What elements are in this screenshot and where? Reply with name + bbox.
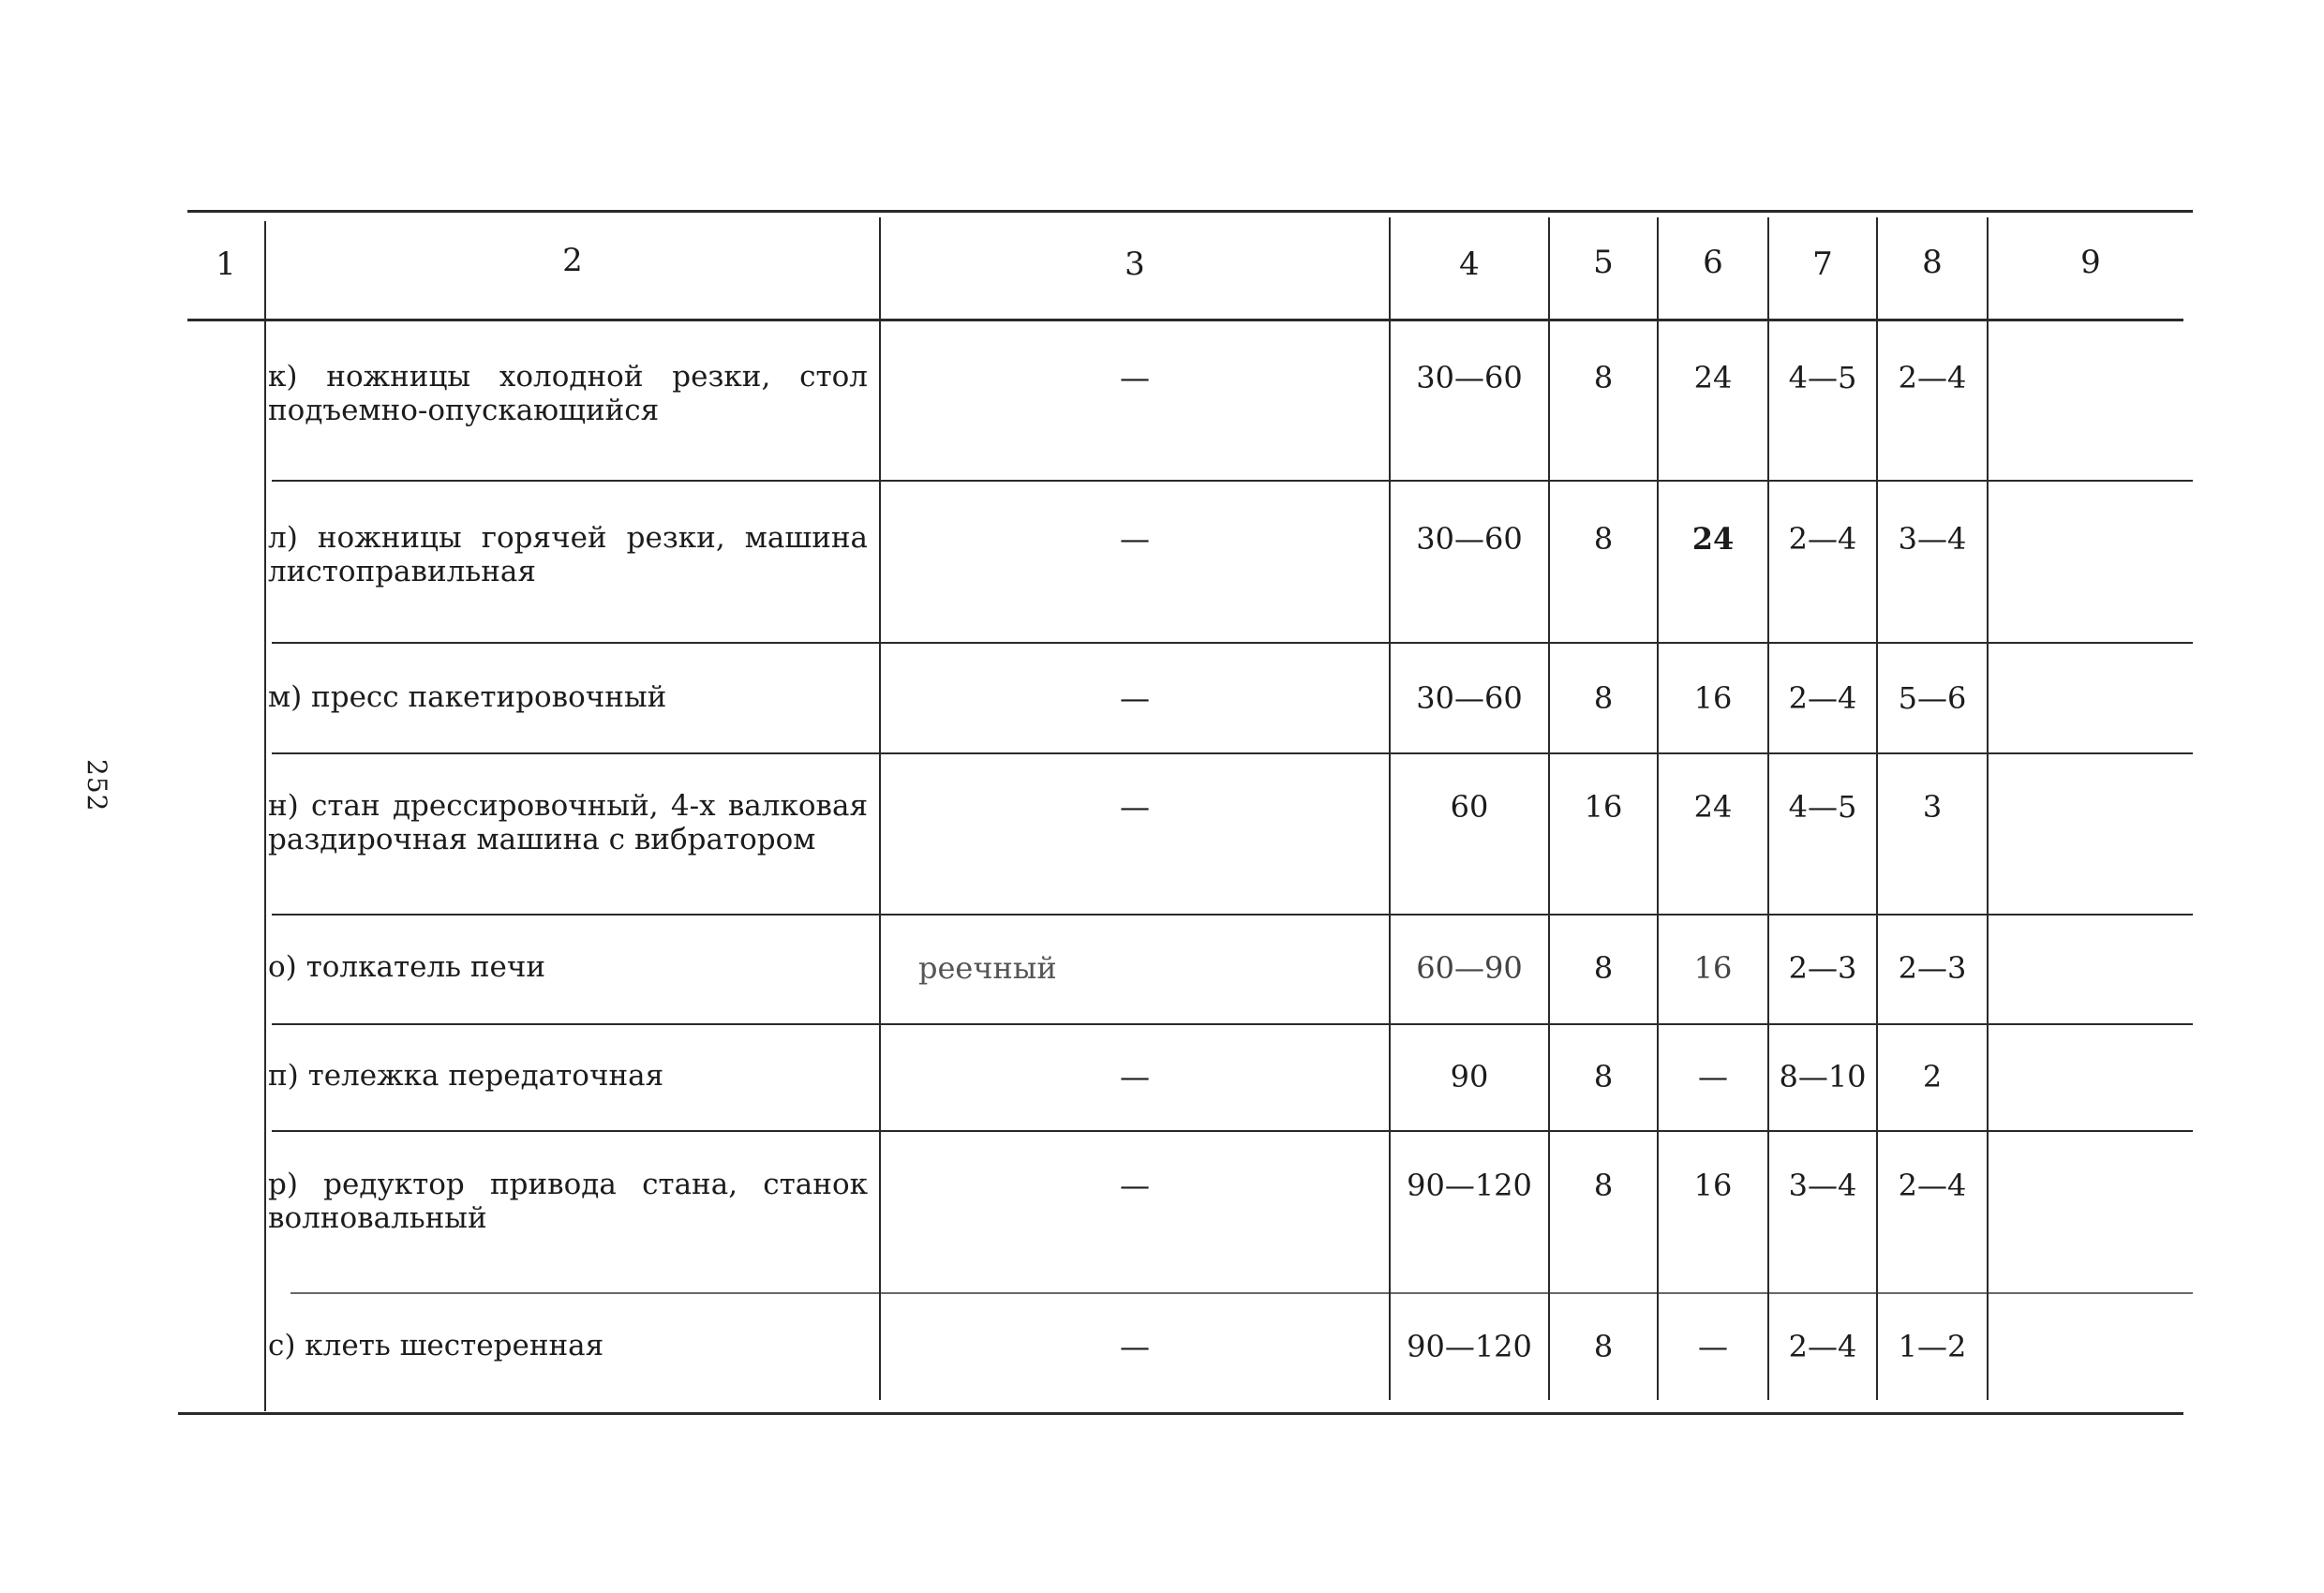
cell-col5: 8 (1593, 521, 1614, 557)
cell-col8: 2—3 (1898, 950, 1967, 986)
cell-col5: 8 (1593, 680, 1614, 716)
cell-col3: — (1120, 1329, 1150, 1364)
row-rule (272, 752, 2193, 754)
cell-col7: 2—4 (1788, 680, 1857, 716)
cell-col3: — (1120, 789, 1150, 825)
header-cell: 6 (1703, 244, 1723, 281)
cell-col6: — (1698, 1329, 1728, 1364)
cell-col8: 3—4 (1898, 521, 1967, 557)
cell-col5: 8 (1593, 1168, 1614, 1203)
header-cell: 2 (562, 242, 583, 279)
row-name: о) толкатель печи (268, 950, 546, 984)
cell-col7: 2—4 (1788, 521, 1857, 557)
cell-col7: 4—5 (1788, 789, 1857, 825)
header-cell: 9 (2080, 244, 2101, 281)
cell-col4: 90—120 (1407, 1168, 1532, 1203)
header-cell: 8 (1922, 244, 1943, 281)
cell-col3: — (1120, 680, 1150, 716)
cell-col4: 60—90 (1416, 950, 1523, 986)
header-cell: 7 (1812, 246, 1833, 283)
row-name: к) ножницы холодной резки, стол подъемно-опускающийся (268, 360, 868, 427)
row-rule (272, 642, 2193, 644)
cell-col7: 3—4 (1788, 1168, 1857, 1203)
cell-col8: 5—6 (1898, 680, 1967, 716)
cell-col5: 8 (1593, 950, 1614, 986)
cell-col3: — (1120, 360, 1150, 395)
cell-col4: 90—120 (1407, 1329, 1532, 1364)
row-rule (272, 480, 2193, 482)
cell-col7: 8—10 (1779, 1059, 1867, 1094)
cell-col4: 30—60 (1416, 680, 1523, 716)
cell-col6: — (1698, 1059, 1728, 1094)
cell-col6: 16 (1693, 1168, 1733, 1203)
cell-col3: реечный (918, 950, 1057, 986)
header-cell: 3 (1125, 246, 1145, 283)
header-cell: 1 (216, 246, 236, 283)
cell-col7: 2—4 (1788, 1329, 1857, 1364)
cell-col4: 90 (1450, 1059, 1489, 1094)
cell-col5: 16 (1584, 789, 1623, 825)
row-rule (272, 1130, 2193, 1132)
cell-col4: 60 (1450, 789, 1489, 825)
col-rule (1987, 217, 1989, 1400)
header-cell: 5 (1593, 244, 1614, 281)
cell-col5: 8 (1593, 1329, 1614, 1364)
cell-col8: 1—2 (1898, 1329, 1967, 1364)
col-rule (264, 221, 266, 1411)
cell-col8: 2—4 (1898, 360, 1967, 395)
cell-col7: 4—5 (1788, 360, 1857, 395)
cell-col3: — (1120, 521, 1150, 557)
cell-col6: 24 (1693, 360, 1733, 395)
row-rule (272, 914, 2193, 916)
row-name: л) ножницы горячей резки, машина листоправильная (268, 521, 868, 588)
row-name: н) стан дрессировочный, 4-х валковая раздирочная машина с вибратором (268, 789, 868, 856)
cell-col8: 3 (1922, 789, 1943, 825)
cell-col7: 2—3 (1788, 950, 1857, 986)
header-cell: 4 (1459, 246, 1480, 283)
row-rule (272, 1023, 2193, 1025)
cell-col6: 24 (1691, 521, 1735, 557)
cell-col4: 30—60 (1416, 521, 1523, 557)
cell-col6: 16 (1693, 950, 1733, 986)
row-rule (290, 1292, 2193, 1294)
page-number: 252 (82, 759, 112, 812)
cell-col8: 2 (1922, 1059, 1943, 1094)
table-bottom-rule (178, 1412, 2183, 1415)
cell-col3: — (1120, 1059, 1150, 1094)
cell-col4: 30—60 (1416, 360, 1523, 395)
cell-col5: 8 (1593, 1059, 1614, 1094)
cell-col6: 16 (1693, 680, 1733, 716)
cell-col6: 24 (1693, 789, 1733, 825)
row-name: п) тележка передаточная (268, 1059, 664, 1093)
row-name: м) пресс пакетировочный (268, 680, 667, 714)
row-name: с) клеть шестеренная (268, 1329, 604, 1362)
row-name: р) редуктор привода стана, станок волновальный (268, 1168, 868, 1235)
cell-col5: 8 (1593, 360, 1614, 395)
table-top-rule (187, 210, 2193, 213)
cell-col3: — (1120, 1168, 1150, 1203)
header-bottom-rule (187, 319, 2183, 321)
cell-col8: 2—4 (1898, 1168, 1967, 1203)
